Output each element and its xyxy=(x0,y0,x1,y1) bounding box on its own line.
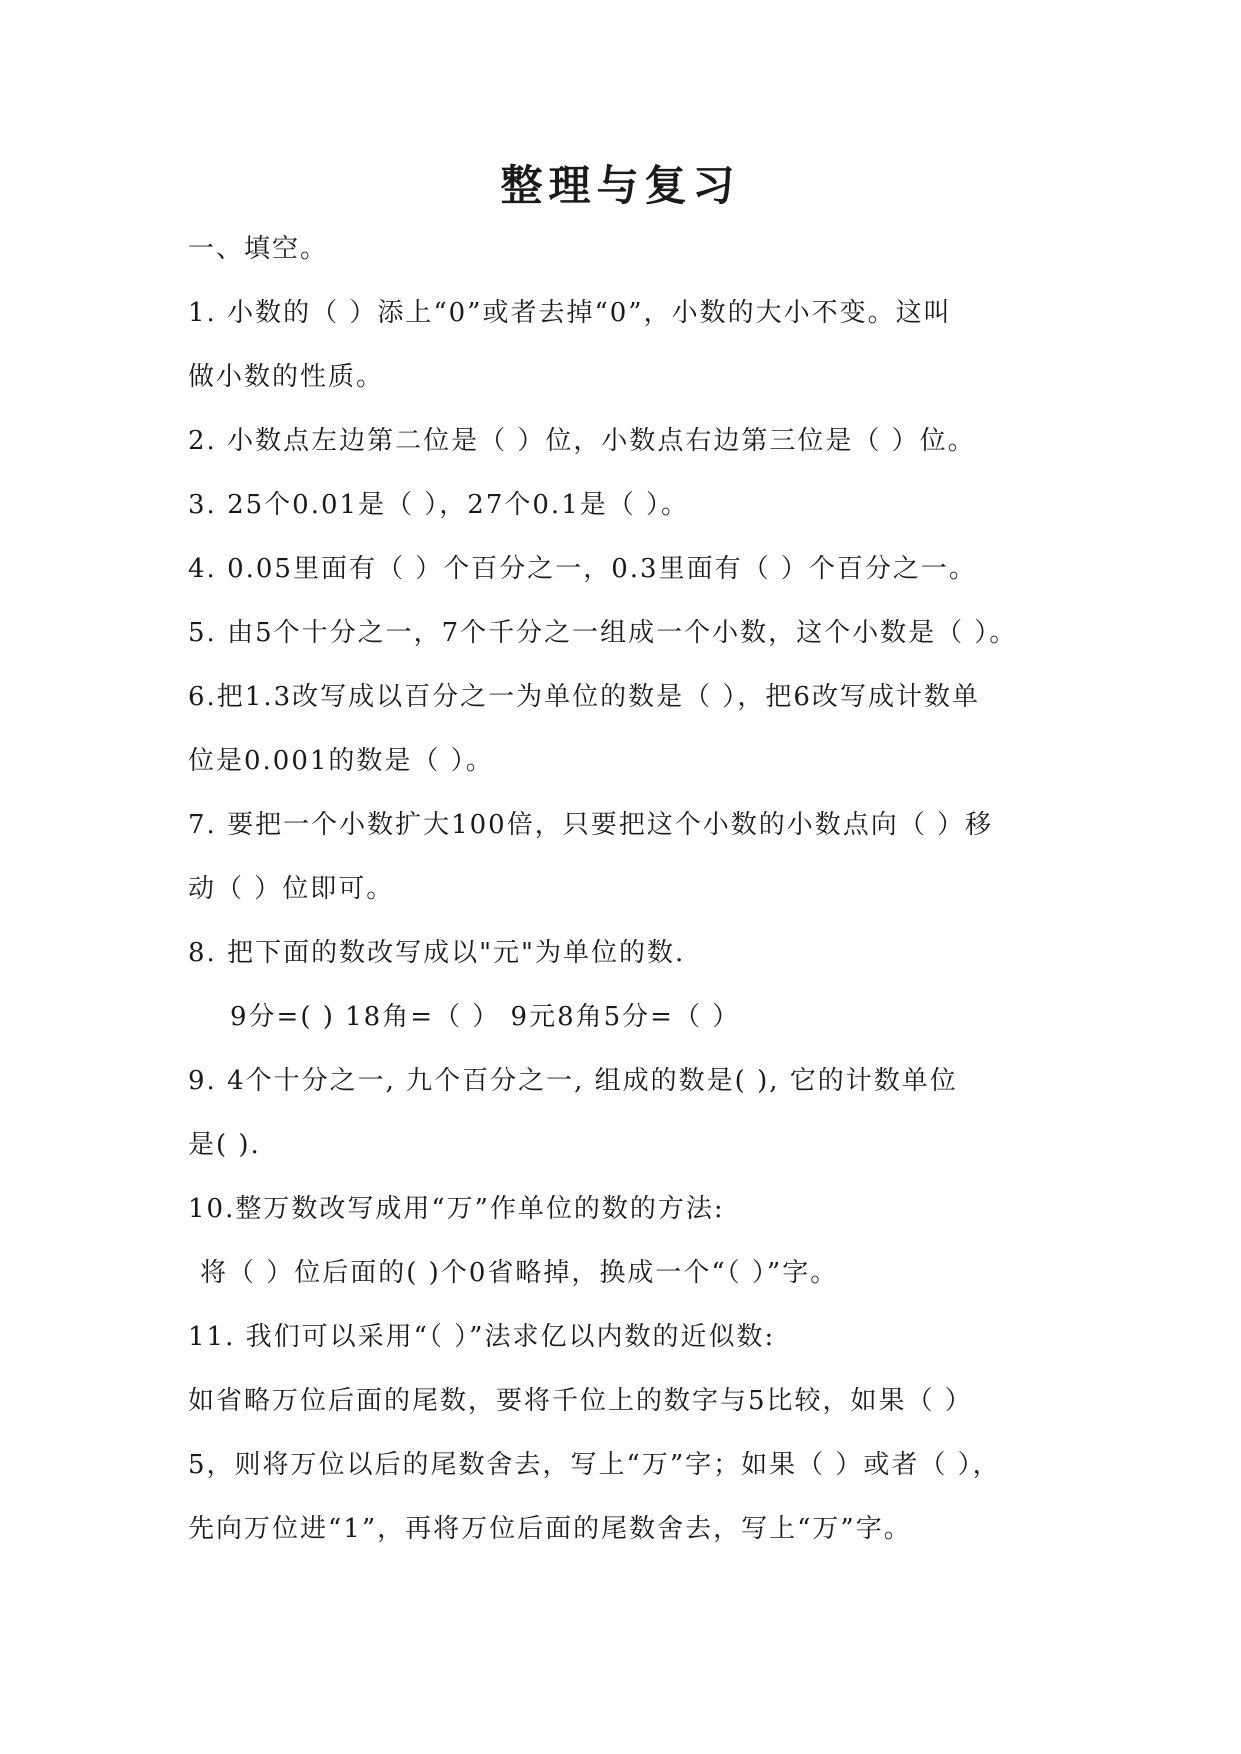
question-8: 8. 把下面的数改写成以"元"为单位的数. xyxy=(188,938,686,968)
question-11: 11. 我们可以采用“（ ）”法求亿以内数的近似数: xyxy=(188,1322,776,1352)
question-6-line-1: 6.把1.3改写成以百分之一为单位的数是（ ），把6改写成计数单 xyxy=(188,682,980,712)
page-title: 整理与复习 xyxy=(500,161,741,210)
question-6-line-2: 位是0.001的数是（ ）。 xyxy=(188,746,494,776)
question-5: 5. 由5个十分之一，7个千分之一组成一个小数，这个小数是（ ）。 xyxy=(188,618,1018,648)
question-1-line-2: 做小数的性质。 xyxy=(188,362,385,392)
question-1-line-1: 1. 小数的（ ）添上“0”或者去掉“0”，小数的大小不变。这叫 xyxy=(188,298,952,328)
question-8-items: 9分=( ) 18角=（ ） 9元8角5分=（ ） xyxy=(230,1002,741,1032)
question-3: 3. 25个0.01是（ ），27个0.1是（ ）。 xyxy=(188,490,690,520)
question-10: 10.整万数改写成用“万”作单位的数的方法: xyxy=(188,1194,725,1224)
question-11-body-line-3: 先向万位进“1”，再将万位后面的尾数舍去，写上“万”字。 xyxy=(188,1514,912,1544)
question-4: 4. 0.05里面有（ ）个百分之一，0.3里面有（ ）个百分之一。 xyxy=(188,554,977,584)
question-9-line-2: 是( ). xyxy=(188,1130,261,1160)
question-7-line-1: 7. 要把一个小数扩大100倍，只要把这个小数的小数点向（ ）移 xyxy=(188,810,993,840)
question-7-line-2: 动（ ）位即可。 xyxy=(188,874,395,904)
question-11-body-line-1: 如省略万位后面的尾数，要将千位上的数字与5比较，如果（ ） xyxy=(188,1386,973,1416)
question-9-line-1: 9. 4个十分之一, 九个百分之一, 组成的数是( ), 它的计数单位 xyxy=(188,1066,958,1096)
section-heading: 一、填空。 xyxy=(188,234,329,264)
question-11-body-line-2: 5，则将万位以后的尾数舍去，写上“万”字；如果（ ）或者（ ）， xyxy=(188,1450,1001,1480)
question-2: 2. 小数点左边第二位是（ ）位，小数点右边第三位是（ ）位。 xyxy=(188,426,976,456)
question-10-body: 将（ ）位后面的( )个0省略掉，换成一个“（ ）”字。 xyxy=(200,1258,839,1288)
